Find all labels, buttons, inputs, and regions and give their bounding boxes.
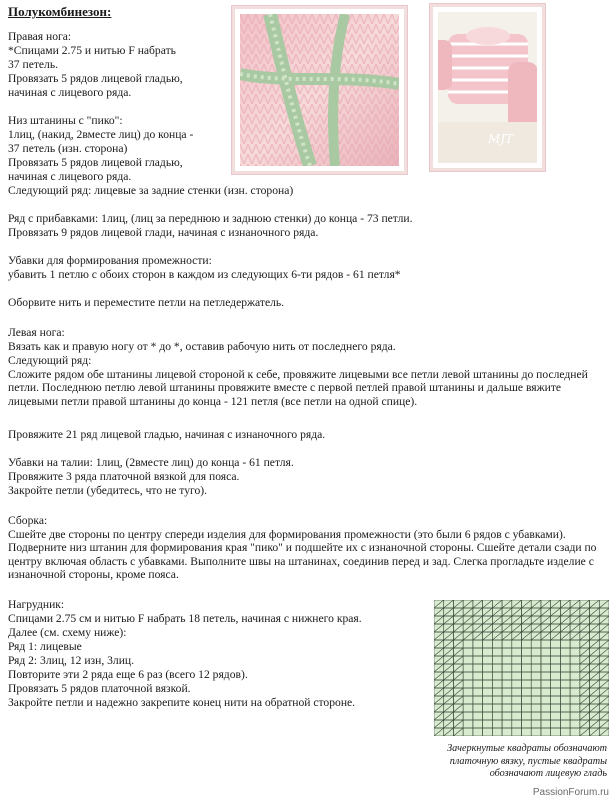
right-leg-line: *Спицами 2.75 и нитью F набрать [8, 44, 176, 57]
increase-line: Ряд с прибавками: 1лиц, (лиц за переднюю и заднюю стенки) до конца - 73 петли. [8, 212, 413, 225]
garment-image [438, 12, 537, 163]
bib-line: Ряд 2: 3лиц, 12 изн, 3лиц. [8, 654, 135, 667]
assembly-header: Сборка: [8, 514, 48, 527]
bib-line: Закройте петли и надежно закрепите конец нити на обратной стороне. [8, 696, 356, 709]
photo-frame-yarn [231, 5, 408, 175]
left-leg-line: Следующий ряд: [8, 354, 92, 367]
knitting-chart [434, 600, 609, 736]
picot-line: Провязать 5 рядов лицевой гладью, [8, 156, 183, 169]
crotch-line: убавить 1 петлю с обоих сторон в каждом из следующих 6-ти рядов - 61 петля* [8, 268, 401, 281]
waist-line: Закройте петли (убедитесь, что не туго). [8, 484, 208, 497]
picot-line: начиная с лицевого ряда. [8, 170, 132, 183]
waist-line: Убавки на талии: 1лиц, (2вместе лиц) до конца - 61 петля. [8, 456, 294, 469]
left-leg-line: Вязать как и правую ногу от * до *, оставив рабочую нить от последнего ряда. [8, 340, 396, 353]
crotch-header: Убавки для формирования промежности: [8, 254, 212, 267]
right-leg-line: 37 петель. [8, 58, 59, 71]
bib-line: Спицами 2.75 см и нитью F набрать 18 петель, начиная с нижнего края. [8, 612, 362, 625]
waist-line: Провяжите 3 ряда платочной вязкой для пояса. [8, 470, 240, 483]
bib-line: Далее (см. схему ниже): [8, 626, 127, 639]
right-leg-line: Провязать 5 рядов лицевой гладью, [8, 72, 183, 85]
left-leg-header: Левая нога: [8, 326, 65, 339]
picot-header: Низ штанины с "пико": [8, 114, 123, 127]
bib-line: Ряд 1: лицевые [8, 640, 82, 653]
photo-signature: MJT [488, 132, 514, 146]
chart-legend-note: Зачеркнутые квадраты обозначают платочную вязку, пустые квадраты обозначают лицевую гладь [447, 743, 607, 779]
increase-line: Провязать 9 рядов лицевой глади, начиная с изнаночного ряда. [8, 226, 319, 239]
left-leg-after: Провяжите 21 ряд лицевой гладью, начиная с изнаночного ряда. [8, 428, 326, 441]
page-title: Полукомбинезон: [8, 4, 112, 19]
photo-frame-garment [429, 3, 546, 172]
bib-line: Повторите эти 2 ряда еще 6 раз (всего 12 рядов). [8, 668, 248, 681]
bib-line: Провязать 5 рядов платочной вязкой. [8, 682, 191, 695]
left-leg-paragraph: Сложите рядом обе штанины лицевой стороной к себе, провяжите лицевыми все петли левой штанины до последней петли. Последнюю петлю левой штанины провяжите вместе с первой петлей правой штанины и дальше вяжите лицевыми петли правой штанины до конца - 121 петля (все петли на одной спице). [8, 368, 588, 408]
right-leg-line: начиная с лицевого ряда. [8, 86, 132, 99]
right-leg-header: Правая нога: [8, 30, 72, 43]
watermark-text: PassionForum.ru [532, 787, 609, 798]
picot-line: Следующий ряд: лицевые за задние стенки (изн. сторона) [8, 184, 294, 197]
knit-closeup-image [240, 14, 399, 166]
holder-line: Оборвите нить и переместите петли на петледержатель. [8, 296, 285, 309]
assembly-paragraph: Сшейте две стороны по центру спереди изделия для формирования промежности (это были 6 рядов с убавками). Подверните низ штанин для формирования края "пико" и подшейте их с изнаночной стороны. Сшейте детали сзади по центру включая область с убавками. Выполните швы на штанинах, соединив перед и зад. Слегка прогладьте изделие с изнаночной стороны, кроме пояса. [8, 528, 597, 582]
picot-line: 1лиц, (накид, 2вместе лиц) до конца - [8, 128, 194, 141]
bib-header: Нагрудник: [8, 598, 65, 611]
picot-line: 37 петель (изн. сторона) [8, 142, 128, 155]
